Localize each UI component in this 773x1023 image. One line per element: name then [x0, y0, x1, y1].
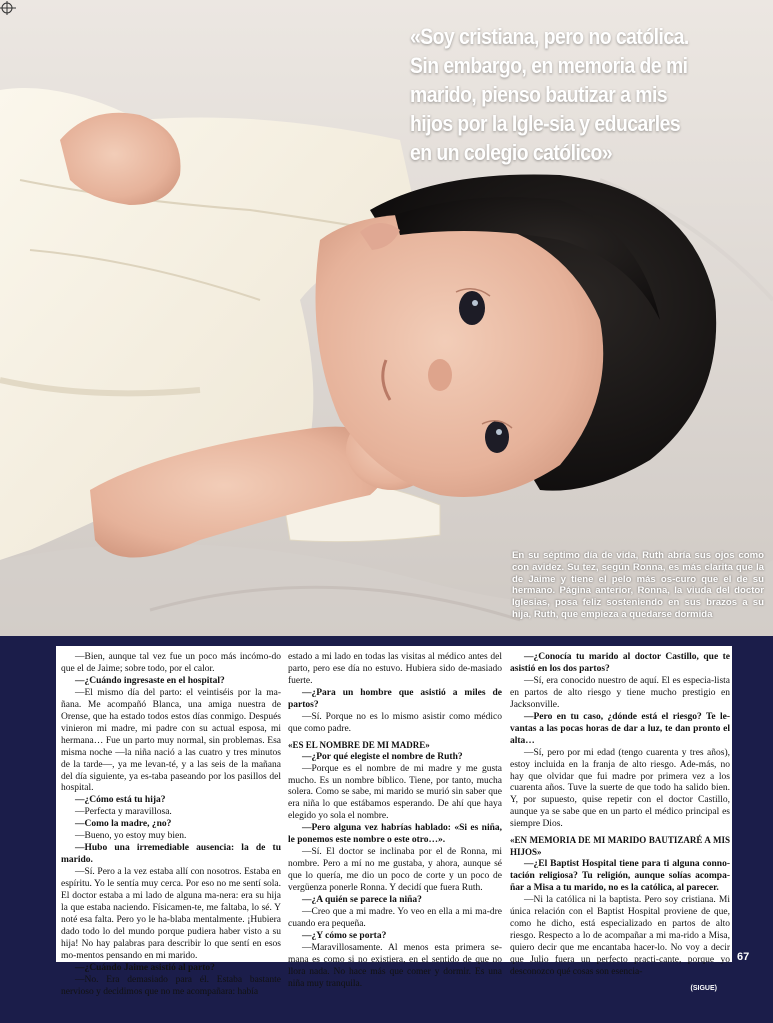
page-number: 67	[737, 951, 750, 963]
interview-question: —¿Cuándo Jaime asistió al parto?	[75, 962, 215, 973]
interview-question: —Pero alguna vez habrías hablado: «Si es niña, le ponemos este nombre o este otro…».	[288, 823, 502, 846]
interview-answer: —Maravillosamente. Al menos esta primera se-mana es como si no existiera, en el sentido de que no llora nada. No hace más que comer y dormir. Es una niña muy tranquila.	[288, 942, 502, 989]
interview-text-panel	[56, 646, 732, 997]
interview-answer: —Bueno, yo estoy muy bien.	[75, 831, 187, 842]
interview-question: —¿Para un hombre que asistió a miles de partos?	[288, 687, 502, 710]
interview-question: —Hubo una irremediable ausencia: la de tu marido.	[61, 843, 281, 866]
interview-answer: —Sí, era conocido nuestro de aquí. El es especia-lista en partos de alto riesgo y tiene mucho prestigio en Jacksonville.	[510, 675, 730, 710]
interview-answer: —El mismo día del parto: el veintiséis por la ma-ñana. Me acompañó Blanca, una amiga nuestra de Orense, que ha estado todos estos días conmigo. Después vinieron mi madre, mi padre con su actual esposa, mi hermana… Fue un parto muy normal, sin problemas. Esa misma noche —la niña nació a las cuatro y tres minutos de la tarde—, ya me levan-té, y a las seis de la mañana del día siguiente, ya es-taba paseando por los pasillos del hospital.	[61, 687, 281, 794]
interview-question: —¿Cómo está tu hija?	[75, 795, 166, 806]
interview-answer: —Sí, pero por mi edad (tengo cuarenta y tres años), estoy incluida en la franja de alto riesgo. Ade-más, no hay que olvidar que fui madre por primera vez a los cuarenta años. Tuve la suerte de que todo ha salido bien. Y, por supuesto, quise repetir con el doctor Castillo, aunque ya se sabe que en un parto el médico principal es siempre Dios.	[510, 747, 730, 830]
text-column-3	[510, 652, 730, 996]
interview-question: —¿El Baptist Hospital tiene para ti alguna conno-tación religiosa? Tu religión, aunque solías acompa-ñar a Misa a tu marido, no es la católica, al parecer.	[510, 859, 730, 894]
interview-question: —¿Conocía tu marido al doctor Castillo, que te asistió en los dos partos?	[510, 652, 730, 674]
section-subhead: «EN MEMORIA DE MI MARIDO BAUTIZARÉ A MIS HIJOS»	[510, 835, 730, 858]
interview-answer: —Sí. Porque no es lo mismo asistir como médico que como padre.	[288, 711, 502, 734]
photo-caption: En su séptimo día de vida, Ruth abría sus ojos como con avidez. Su tez, según Ronna, es más clarita que la de Jaime y tiene el pelo más os-curo que el de su hermano. Página anterior, Ronna, la viuda del doctor Iglesias, posa feliz sosteniendo en sus brazos a su hija, Ruth, que empieza a quedarse dormida	[512, 550, 764, 620]
interview-question: —Como la madre, ¿no?	[75, 819, 172, 830]
interview-question: —¿Y cómo se porta?	[302, 930, 387, 941]
section-subhead: «ES EL NOMBRE DE MI MADRE»	[288, 739, 430, 750]
interview-question: —¿Por qué elegiste el nombre de Ruth?	[302, 751, 463, 762]
interview-answer: —Sí. Pero a la vez estaba allí con nosotros. Estaba en espíritu. Yo le sentía muy cerca. Por eso no me sentí sola. El doctor estaba a mi lado de alguna ma-nera: era su hija la que estaba naciendo. Físicamen-te, me faltaba, lo sé. Y noté esa falta. Pero yo le ha-blaba mentalmente. ¡Hubiera dado todo lo del mundo porque pudiera haber visto a su hija! No hay palabras para describir lo que sentí en esos mo-mentos pensando en mi marido.	[61, 867, 281, 961]
crop-mark-icon	[0, 0, 16, 16]
text-column-2	[288, 652, 502, 991]
interview-question: —¿Cuándo ingresaste en el hospital?	[75, 675, 225, 686]
interview-answer: —Porque es el nombre de mi madre y me gusta mucho. Es un nombre bíblico. Tiene, por tanto, mucha solera. Como se sabe, mi marido se murió sin saber que era niña lo que estábamos esperando. De ahí que haya elegido yo sola el nombre.	[288, 763, 502, 822]
interview-answer: —Ni la católica ni la baptista. Pero soy cristiana. Mi única relación con el Baptist Hospital proviene de que, como he dicho, está especializado en partos de alto riesgo. Respecto a lo de acompañar a mi ma-rido a Misa, quiero decir que me encantaba hacer-lo. No voy a decir que Julio fuera un perfecto practi-cante, porque yo desconozco qué cosas son esencia-	[510, 895, 730, 977]
interview-answer: estado a mi lado en todas las visitas al médico antes del parto, pero ese día no estuvo. Hubiera sido de-masiado fuerte.	[288, 652, 502, 686]
interview-answer: —Perfecta y maravillosa.	[75, 807, 172, 818]
interview-answer: —Bien, aunque tal vez fue un poco más incómo-do que el de Jaime; sobre todo, por el calor.	[61, 652, 281, 674]
interview-question: —¿A quién se parece la niña?	[302, 895, 422, 906]
pull-quote-headline: «Soy cristiana, pero no católica. Sin embargo, en memoria de mi marido, pienso bautizar a mis hijos por la Igle-sia y educarles en un colegio católico»	[410, 24, 689, 165]
interview-question: —Pero en tu caso, ¿dónde está el riesgo? Te le-vantas a las pocas horas de dar a luz, te dan pronto el alta…	[510, 711, 730, 746]
interview-answer: —Creo que a mi madre. Yo veo en ella a mi ma-dre cuando era pequeña.	[288, 907, 502, 929]
interview-answer: —No. Era demasiado para él. Estaba bastante nervioso y decidimos que no me acompañara: había	[61, 974, 281, 997]
continued-badge: (SIGUE)	[686, 982, 722, 996]
interview-answer: —Sí. El doctor se inclinaba por el de Ronna, mi nombre. Pero a mí no me gustaba, y ahora, aunque sé que lo quería, me dio un poco de corte y un poco de vergüenza ponerle Ronna. Y decidí que fuera Ruth.	[288, 847, 502, 894]
text-column-1	[61, 652, 281, 999]
